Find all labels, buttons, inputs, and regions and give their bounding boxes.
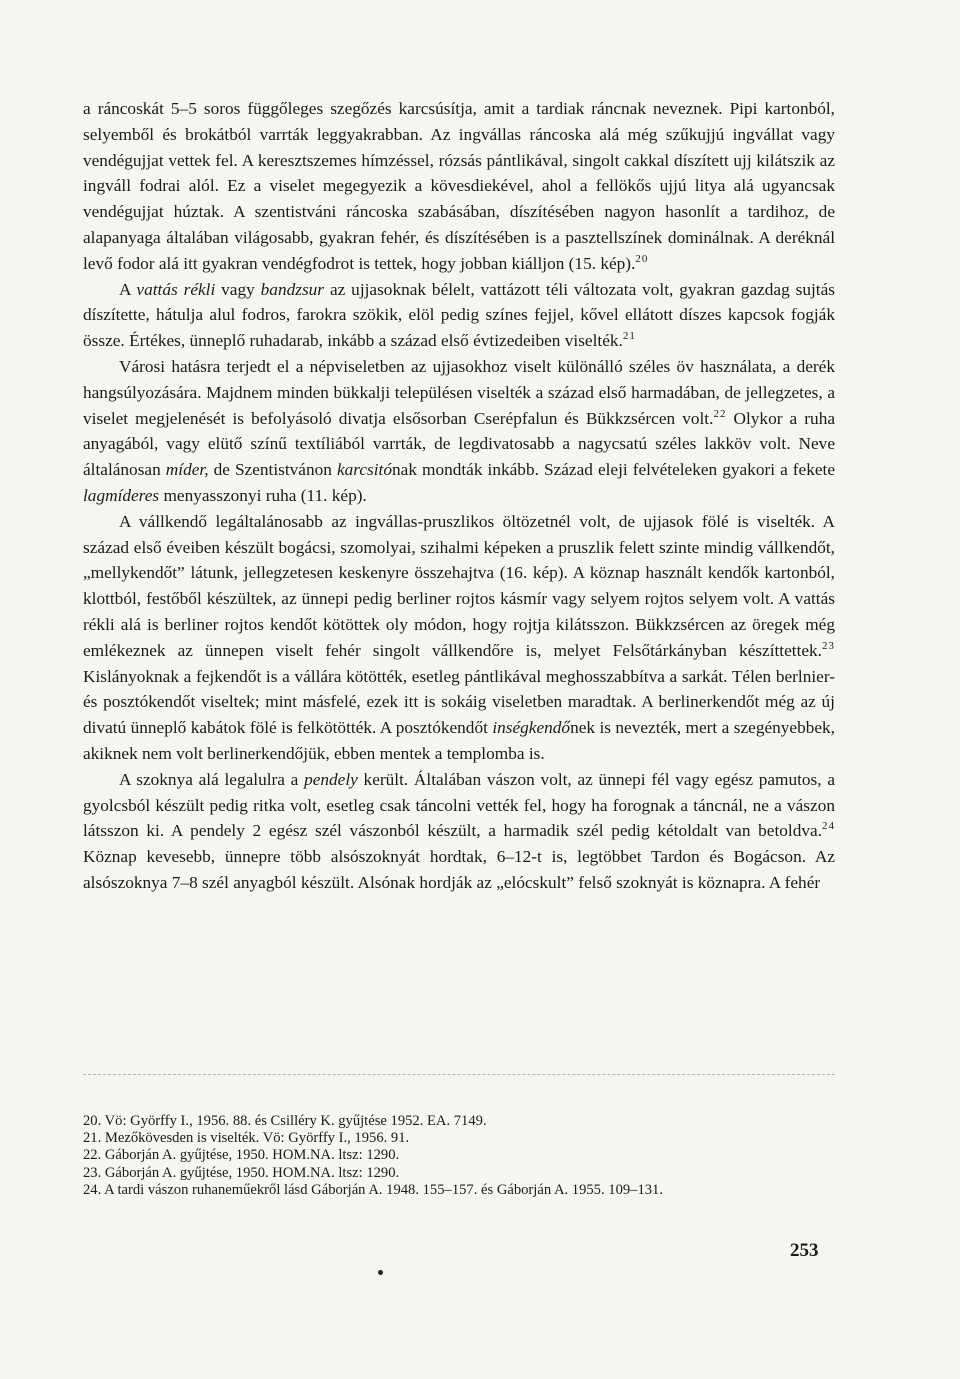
text-run: de Szentistvánon (208, 460, 337, 480)
italic-term: karcsitó (336, 460, 393, 480)
text-run: került. Általában vászon volt, az ünnepi fél vagy egész pamutos, a gyolcsból készült pedig ritka volt, esetleg csak táncolni vették fel, hogy ha forognak a táncnál, ne a vászon látsszon ki. A pendely 2 egész szél vászonból készült, a harmadik szél pedig kétoldalt van betoldva. (83, 769, 836, 841)
footnote-ref: 23 (822, 639, 835, 652)
footnote: 20. Vö: Györffy I., 1956. 88. és Csilléry K. gyűjtése 1952. EA. 7149. (83, 1113, 487, 1129)
footnote: 21. Mezőkövesden is viselték. Vö: Györffy I., 1956. 91. (83, 1130, 410, 1147)
paragraph (83, 509, 835, 767)
text-run: vagy (215, 279, 261, 299)
footnote: 22. Gáborján A. gyűjtése, 1950. HOM.NA. ltsz: 1290. (83, 1147, 400, 1164)
text-run: az ujjasoknak bélelt, vattázott téli változata volt, gyakran gazdag sujtás díszítette, hátulja alul fodros, farokra szökik, elöl pedig színes fejjel, kővel ellátott díszes kapcsok fogják össze. Értékes, ünneplő ruhadarab, inkább a század első évtizedeiben viselték. (83, 279, 835, 351)
text-run: Olykor a ruha anyagából, vagy elütő színű textíliából varrták, de legdivatosabb a nagycsatú széles lakköv volt. Neve általánosan (83, 408, 835, 480)
text-run: A vállkendő legáltalánosabb az ingvállas-pruszlikos öltözetnél volt, de ujjasok fölé is viselték. A század első éveiben készült bogácsi, szomolyai, szihalmi képeken a pruszlik felett szinte mindig vállkendőt, „mellykendőt” látunk, jellegzetesen keskenyre összehajtva (16. kép). A köznap használt kendők kartonból, klottból, festőből készültek, az ünnepi pedig berliner rojtos kásmír vagy selyem rojtos selyem volt. A vattás rékli alá is berliner rojtos kendőt kötöttek oly módon, hogy rojtja kilátsszon. Bükkzsércen az öregek még emlékeznek az ünnepen viselt fehér singolt vállkendőre is, melyet Felsőtárkányban készíttettek. (83, 511, 835, 660)
footnote-divider (83, 1074, 835, 1075)
text-run: Köznap kevesebb, ünnepre több alsószoknyát hordtak, 6–12-t is, legtöbbet Tardon és Bogácson. Az alsószoknya 7–8 szél anyagból készült. Alsónak hordják az „elócskult” felső szoknyát is köznapra. A fehér (83, 847, 835, 892)
italic-term: bandzsur (260, 279, 325, 299)
text-run: a ráncoskát 5–5 soros függőleges szegőzés karcsúsítja, amit a tardiak ráncnak neveznek. Pipi kartonból, selyemből és brokátból varrták leggyakrabban. Az ingvállas ráncoska alá még szűkujjú ingvállat vagy vendégujjat vettek fel. A keresztszemes hímzéssel, rózsás pántlikával, singolt cakkal díszített ujj kilátszik az ingváll fodrai alól. Ez a viselet megegyezik a kövesdiekével, ahol a fellökős ujjú litya alá ugyancsak vendégujjat húztak. A szentistváni ráncoska szabásában, díszítésében nagyon hasonlít a tardihoz, de alapanyaga általában világosabb, gyakran fehér, és díszítésében is a pasztellszínek dominálnak. A deréknál levő fodor alá itt gyakran vendégfodrot is tettek, hogy jobban kiálljon (15. kép). (83, 99, 835, 273)
paragraph (83, 354, 835, 509)
paragraph (83, 96, 835, 277)
text-run: Városi hatásra terjedt el a népviseletben az ujjasokhoz viselt különálló széles öv használata, a derék hangsúlyozására. Majdnem minden bükkalji településen viselték a század első harmadában, de jellegzetes, a viselet megjelenését is befolyásoló divatja elsősorban Cserépfalun és Bükkzsércen volt. (83, 356, 835, 428)
paragraph (83, 767, 835, 896)
italic-term: inségkendő (492, 718, 571, 738)
paragraph (83, 277, 835, 354)
text-run: A (119, 279, 137, 299)
italic-term: lagmíderes (83, 485, 160, 505)
body-text (83, 96, 835, 896)
footnote-ref: 22 (713, 407, 727, 420)
text-run: menyasszonyi ruha (11. kép). (159, 485, 367, 505)
italic-term: vattás rékli (136, 279, 216, 299)
footnote-ref: 20 (635, 252, 649, 265)
footnote: 23. Gáborján A. gyűjtése, 1950. HOM.NA. ltsz: 1290. (83, 1164, 400, 1181)
footnote-ref: 21 (622, 330, 636, 343)
text-run: Kislányoknak a fejkendőt is a vállára kötötték, esetleg pántlikával meghosszabbítva a sarkát. Télen berlnier- és posztókendőt viseltek; mint másfelé, ezek itt is sokáig viseletben maradtak. A berlinerkendőt még az új divatú ünneplő kabátok fölé is felkötötték. A posztókendőt (83, 666, 835, 738)
ink-speck (378, 1270, 383, 1275)
footnote: 24. A tardi vászon ruhaneműekről lásd Gáborján A. 1948. 155–157. és Gáborján A. 1955. 109–131. (83, 1181, 664, 1198)
text-run: nek is nevezték, mert a szegényebbek, akiknek nem volt berlinerkendőjük, ebben mentek a templomba is. (83, 718, 835, 763)
text-run: nak mondták inkább. Század eleji felvételeken gyakori a fekete (392, 460, 835, 480)
italic-term: pendely (304, 769, 358, 789)
text-run: A szoknya alá legalulra a (119, 769, 305, 789)
page-number: 253 (790, 1240, 819, 1261)
footnote-ref: 24 (822, 820, 835, 833)
footnotes (83, 1113, 843, 1199)
italic-term: míder, (165, 460, 209, 480)
